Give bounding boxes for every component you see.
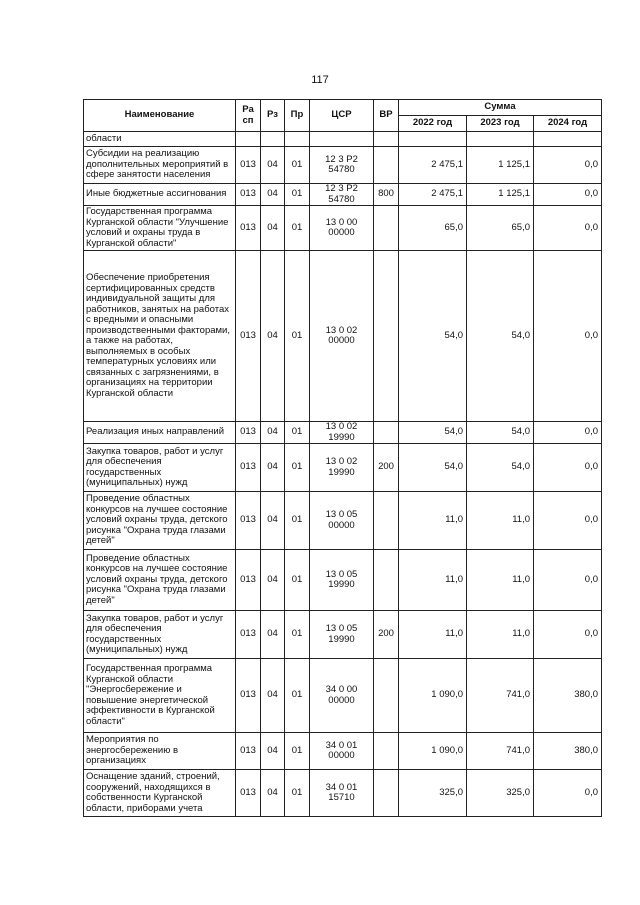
row-2022: 11,0 bbox=[399, 492, 467, 550]
row-2023: 54,0 bbox=[467, 251, 534, 422]
row-2022: 11,0 bbox=[399, 611, 467, 659]
header-2022: 2022 год bbox=[399, 116, 467, 132]
budget-table bbox=[83, 99, 602, 817]
row-rasp: 013 bbox=[236, 492, 261, 550]
row-vr bbox=[374, 770, 399, 817]
row-name: Государственная программа Курганской области "Энергосбережение и повышение энергетической эффективности в Курганской области" bbox=[84, 659, 236, 733]
row-rz: 04 bbox=[261, 184, 285, 206]
row-rasp: 013 bbox=[236, 147, 261, 184]
row-csr: 13 0 02 00000 bbox=[310, 251, 374, 422]
row-name: Проведение областных конкурсов на лучшее состояние условий охраны труда, детского рисунка "Охрана труда глазами детей" bbox=[84, 550, 236, 611]
header-rz: Рз bbox=[261, 100, 285, 132]
header-pr: Пр bbox=[285, 100, 310, 132]
page-number: 117 bbox=[311, 74, 329, 86]
row-vr: 800 bbox=[374, 184, 399, 206]
row-vr bbox=[374, 733, 399, 770]
row-2024: 380,0 bbox=[534, 659, 602, 733]
row-vr bbox=[374, 659, 399, 733]
row-rz: 04 bbox=[261, 422, 285, 444]
table-row bbox=[84, 770, 602, 817]
header-rasp: Ра сп bbox=[236, 100, 261, 132]
row-name: Обеспечение приобретения сертифицированных средств индивидуальной защиты для работников, занятых на работах с вредными и опасными производственными факторами, а также на работах, выполняемых в особых температурных условиях или связанных с загрязнениями, в организациях на территории Курганской области bbox=[84, 251, 236, 422]
row-pr: 01 bbox=[285, 611, 310, 659]
row-2023: 54,0 bbox=[467, 422, 534, 444]
row-2022: 1 090,0 bbox=[399, 733, 467, 770]
row-rasp: 013 bbox=[236, 659, 261, 733]
row-vr bbox=[374, 422, 399, 444]
row-pr: 01 bbox=[285, 492, 310, 550]
row-rz: 04 bbox=[261, 770, 285, 817]
row-rasp: 013 bbox=[236, 550, 261, 611]
row-name: Закупка товаров, работ и услуг для обеспечения государственных (муниципальных) нужд bbox=[84, 444, 236, 492]
row-name: Субсидии на реализацию дополнительных мероприятий в сфере занятости населения bbox=[84, 147, 236, 184]
row-vr bbox=[374, 550, 399, 611]
row-rasp: 013 bbox=[236, 251, 261, 422]
row-rasp: 013 bbox=[236, 184, 261, 206]
row-name: Мероприятия по энергосбережению в организациях bbox=[84, 733, 236, 770]
row-csr: 13 0 02 19990 bbox=[310, 444, 374, 492]
row-rz: 04 bbox=[261, 444, 285, 492]
row-2022: 325,0 bbox=[399, 770, 467, 817]
row-pr: 01 bbox=[285, 733, 310, 770]
row-vr bbox=[374, 251, 399, 422]
row-vr: 200 bbox=[374, 611, 399, 659]
row-2023: 11,0 bbox=[467, 550, 534, 611]
row-rz: 04 bbox=[261, 733, 285, 770]
row-csr: 34 0 01 15710 bbox=[310, 770, 374, 817]
header-2024: 2024 год bbox=[534, 116, 602, 132]
table-row bbox=[84, 184, 602, 206]
row-rasp: 013 bbox=[236, 206, 261, 251]
row-rz: 04 bbox=[261, 492, 285, 550]
row-pr: 01 bbox=[285, 550, 310, 611]
row-pr: 01 bbox=[285, 184, 310, 206]
row-2024: 0,0 bbox=[534, 770, 602, 817]
header-summa: Сумма bbox=[399, 100, 602, 116]
row-2024: 0,0 bbox=[534, 422, 602, 444]
row-pr: 01 bbox=[285, 659, 310, 733]
row-vr bbox=[374, 147, 399, 184]
table-row bbox=[84, 733, 602, 770]
row-2024: 380,0 bbox=[534, 733, 602, 770]
row-2023: 54,0 bbox=[467, 444, 534, 492]
table-row bbox=[84, 659, 602, 733]
header-name: Наименование bbox=[84, 100, 236, 132]
row-vr: 200 bbox=[374, 444, 399, 492]
row-2024: 0,0 bbox=[534, 444, 602, 492]
row-rasp: 013 bbox=[236, 733, 261, 770]
table-row bbox=[84, 611, 602, 659]
row-pr: 01 bbox=[285, 206, 310, 251]
table-row bbox=[84, 492, 602, 550]
row-csr: 34 0 01 00000 bbox=[310, 733, 374, 770]
row-2024: 0,0 bbox=[534, 251, 602, 422]
row-csr: 12 3 P2 54780 bbox=[310, 147, 374, 184]
row-2024: 0,0 bbox=[534, 492, 602, 550]
continuation-row bbox=[84, 132, 602, 147]
row-csr: 34 0 00 00000 bbox=[310, 659, 374, 733]
row-2024: 0,0 bbox=[534, 550, 602, 611]
row-csr: 12 3 P2 54780 bbox=[310, 184, 374, 206]
row-csr: 13 0 02 19990 bbox=[310, 422, 374, 444]
row-2022: 2 475,1 bbox=[399, 147, 467, 184]
table-row bbox=[84, 251, 602, 422]
row-2023: 741,0 bbox=[467, 659, 534, 733]
table-row bbox=[84, 422, 602, 444]
row-rz: 04 bbox=[261, 659, 285, 733]
row-2023: 741,0 bbox=[467, 733, 534, 770]
row-2023: 1 125,1 bbox=[467, 184, 534, 206]
row-rz: 04 bbox=[261, 550, 285, 611]
row-2022: 54,0 bbox=[399, 251, 467, 422]
row-2022: 65,0 bbox=[399, 206, 467, 251]
header-2023: 2023 год bbox=[467, 116, 534, 132]
row-csr: 13 0 05 19990 bbox=[310, 550, 374, 611]
table-row bbox=[84, 550, 602, 611]
row-name: Закупка товаров, работ и услуг для обеспечения государственных (муниципальных) нужд bbox=[84, 611, 236, 659]
row-2022: 54,0 bbox=[399, 444, 467, 492]
row-rasp: 013 bbox=[236, 422, 261, 444]
row-2024: 0,0 bbox=[534, 184, 602, 206]
row-pr: 01 bbox=[285, 444, 310, 492]
row-2023: 11,0 bbox=[467, 611, 534, 659]
row-rasp: 013 bbox=[236, 444, 261, 492]
row-rasp: 013 bbox=[236, 770, 261, 817]
header-vr: ВР bbox=[374, 100, 399, 132]
row-2022: 2 475,1 bbox=[399, 184, 467, 206]
row-pr: 01 bbox=[285, 251, 310, 422]
row-csr: 13 0 05 00000 bbox=[310, 492, 374, 550]
continuation-text: области bbox=[84, 132, 236, 147]
table-row bbox=[84, 147, 602, 184]
row-pr: 01 bbox=[285, 770, 310, 817]
row-2023: 11,0 bbox=[467, 492, 534, 550]
row-csr: 13 0 05 19990 bbox=[310, 611, 374, 659]
row-csr: 13 0 00 00000 bbox=[310, 206, 374, 251]
table-body bbox=[84, 132, 602, 817]
row-2023: 325,0 bbox=[467, 770, 534, 817]
row-name: Проведение областных конкурсов на лучшее состояние условий охраны труда, детского рисунка "Охрана труда глазами детей" bbox=[84, 492, 236, 550]
row-name: Реализация иных направлений bbox=[84, 422, 236, 444]
header-csr: ЦСР bbox=[310, 100, 374, 132]
row-2023: 65,0 bbox=[467, 206, 534, 251]
row-rz: 04 bbox=[261, 611, 285, 659]
row-2024: 0,0 bbox=[534, 147, 602, 184]
row-name: Оснащение зданий, строений, сооружений, находящихся в собственности Курганской области, приборами учета bbox=[84, 770, 236, 817]
row-rz: 04 bbox=[261, 251, 285, 422]
row-2024: 0,0 bbox=[534, 611, 602, 659]
table-row bbox=[84, 444, 602, 492]
row-2023: 1 125,1 bbox=[467, 147, 534, 184]
row-vr bbox=[374, 206, 399, 251]
row-2024: 0,0 bbox=[534, 206, 602, 251]
row-2022: 11,0 bbox=[399, 550, 467, 611]
row-pr: 01 bbox=[285, 422, 310, 444]
table-row bbox=[84, 206, 602, 251]
row-rasp: 013 bbox=[236, 611, 261, 659]
row-2022: 54,0 bbox=[399, 422, 467, 444]
row-name: Государственная программа Курганской области "Улучшение условий и охраны труда в Курганской области" bbox=[84, 206, 236, 251]
row-name: Иные бюджетные ассигнования bbox=[84, 184, 236, 206]
row-rz: 04 bbox=[261, 206, 285, 251]
row-pr: 01 bbox=[285, 147, 310, 184]
row-vr bbox=[374, 492, 399, 550]
row-2022: 1 090,0 bbox=[399, 659, 467, 733]
row-rz: 04 bbox=[261, 147, 285, 184]
